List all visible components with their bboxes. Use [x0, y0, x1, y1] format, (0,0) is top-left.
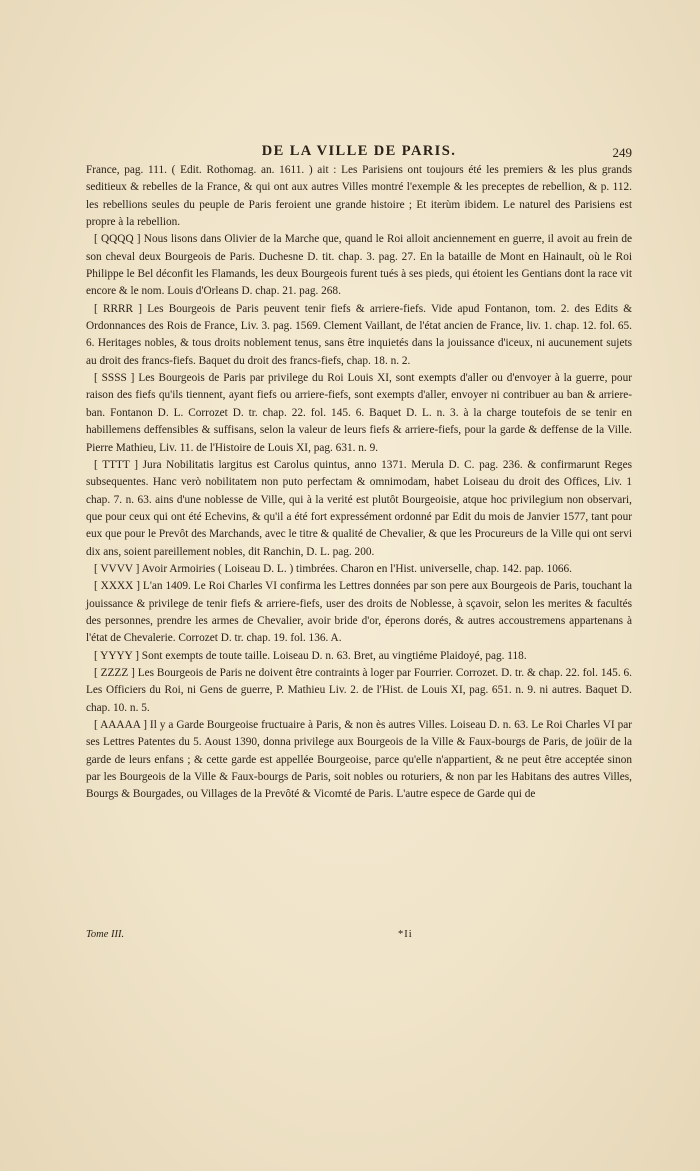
page-header	[86, 143, 632, 163]
paragraph: France, pag. 111. ( Edit. Rothomag. an. 1611. ) ait : Les Parisiens ont toujours été les premiers & les plus grands seditieux & rebelles de la France, & qui ont aux autres Villes montré l'exemple & les preceptes de rebellion, & p. 112. les rebellions seules du peuple de Paris feroient une grande histoire ; Et iterùm ibidem. Le naturel des Parisiens est propre à la rebellion.	[86, 164, 632, 229]
paragraph: [ TTTT ] Jura Nobilitatis largitus est Carolus quintus, anno 1371. Merula D. C. pag. 236. & confirmarunt Reges subsequentes. Hanc verò nobilitatem non puto perfectam & omnimodam, habet Loiseau du droit des Offices, Liv. 1 chap. 7. n. 63. ains d'une noblesse de Ville, qui à la verité est plutôt Bourgeoisie, atque hoc privilegium non observari, que pour ceux qui ont été Echevins, & qu'il a été fort expressément ordonné par Edit du mois de Janvier 1577, tant pour eux que pour le Prevôt des Marchands, avec le titre & qualité de Chevalier, & que les Procureurs de la Ville qui ont servi dix ans, soient pareillement nobles, dit Ranchin, D. L. pag. 200.	[86, 458, 632, 558]
running-title: DE LA VILLE DE PARIS.	[261, 143, 457, 159]
paragraph: [ VVVV ] Avoir Armoiries ( Loiseau D. L. ) timbrées. Charon en l'Hist. universelle, chap. 142. pap. 1066.	[94, 562, 572, 575]
signature-mark: *Ii	[398, 929, 413, 940]
paragraph: [ QQQQ ] Nous lisons dans Olivier de la Marche que, quand le Roi alloit anciennement en guerre, il avoit au frein de son cheval deux Bourgeois de Paris. Duchesne D. tit. chap. 3. pag. 27. En la bataille de Mont en Hainault, où le Roi Philippe le Bel déconfit les Flamands, les deux Bourgeois furent tués à ses pieds, qui étoient les Gentians dont la race vit encore & le nom. Louis d'Orleans D. chap. 21. pag. 268.	[86, 233, 632, 298]
paragraph: [ RRRR ] Les Bourgeois de Paris peuvent tenir fiefs & arriere-fiefs. Vide apud Fontanon, tom. 2. des Edits & Ordonnances des Rois de France, Liv. 3. pag. 1569. Clement Vaillant, de l'état ancien de France, liv. 1. chap. 12. fol. 65. 6. Heritages nobles, & tous droits noblement tenus, sans être inquietés dans la jouissance d'iceux, ni aucunement sujets au droit des francs-fiefs. Baquet du droit des francs-fiefs, chap. 18. n. 2.	[86, 302, 632, 367]
page-footer	[86, 929, 632, 945]
paragraph: [ XXXX ] L'an 1409. Le Roi Charles VI confirma les Lettres données par son pere aux Bourgeois de Paris, touchant la jouissance & privilege de tenir fiefs & arriere-fiefs, user des droits de Noblesse, à sçavoir, selon les merites & facultés des personnes, prendre les armes de Chevalier, avoir bride d'or, éperons dorés, & autres accoustremens appartenans à l'état de Chevalerie. Corrozet D. tr. chap. 19. fol. 136. A.	[86, 580, 632, 645]
paragraph: [ AAAAA ] Il y a Garde Bourgeoise fructuaire à Paris, & non ès autres Villes. Loiseau D. n. 63. Le Roi Charles VI par ses Lettres Patentes du 5. Aoust 1390, donna privilege aux Bourgeois de la Ville & Faux-bourgs de Paris, de joüir de la garde de leurs enfans ; & cette garde est appellée Bourgeoise, parce qu'elle n'appartient, & ne peut être acceptée sinon par les Bourgeois de la Ville & Faux-bourgs de Paris, soit nobles ou roturiers, & non par les Habitans des autres Villes, Bourgs & Bourgades, ou Villages de la Prevôté & Vicomté de Paris. L'autre espece de Garde qui de	[86, 719, 632, 801]
page-number: 249	[612, 145, 632, 160]
paragraph: [ SSSS ] Les Bourgeois de Paris par privilege du Roi Louis XI, sont exempts d'aller ou d'envoyer à la guerre, pour raison des fiefs qu'ils tiennent, ayant fiefs ou arriere-fiefs, sont exempts d'aller, envoyer ni contribuer au ban & arriere-ban. Fontanon D. L. Corrozet D. tr. chap. 22. fol. 145. 6. Baquet D. L. n. 3. à la charge toutefois de se tenir en habillemens deffensibles & suffisans, selon la valeur de leurs fiefs & arriere-fiefs, pour la garde & deffense de la Ville. Pierre Mathieu, Liv. 11. de l'Histoire de Louis XI, pag. 631. n. 9.	[86, 372, 632, 454]
paragraph: [ YYYY ] Sont exempts de toute taille. Loiseau D. n. 63. Bret, au vingtiéme Plaidoyé, pag. 118.	[94, 649, 527, 662]
paragraph: [ ZZZZ ] Les Bourgeois de Paris ne doivent être contraints à loger par Fourrier. Corrozet. D. tr. & chap. 22. fol. 145. 6. Les Officiers du Roi, ni Gens de guerre, P. Mathieu Liv. 2. de l'Hist. de Louis XI, pag. 651. n. 9. ni autres. Baquet D. chap. 10. n. 5.	[86, 666, 632, 714]
body-text	[86, 162, 632, 804]
volume-label: Tome III.	[86, 929, 125, 940]
